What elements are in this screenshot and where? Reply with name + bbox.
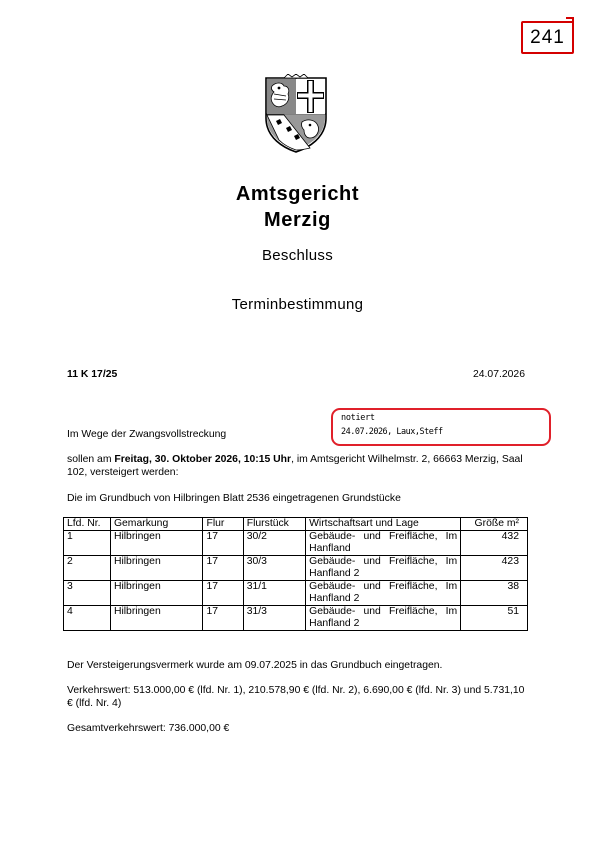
cell-nr: 4 (64, 606, 111, 631)
cell-gemarkung: Hilbringen (110, 606, 203, 631)
cell-flur: 17 (203, 581, 243, 606)
auction-datetime: Freitag, 30. Oktober 2026, 10:15 Uhr (114, 454, 292, 465)
document-type: Beschluss (261, 247, 334, 264)
page-number: 241 (521, 21, 574, 54)
cell-art-line1: Gebäude- und Freifläche, Im (309, 606, 458, 617)
cell-wirtschaftsart (306, 606, 461, 631)
stamp-line1: notiert (341, 413, 375, 423)
file-number: 11 K 17/25 (67, 369, 118, 380)
enforcement-intro: Im Wege der Zwangsvollstreckung (67, 429, 227, 440)
market-value-breakdown: Verkehrswert: 513.000,00 € (lfd. Nr. 1), 210.578,90 € (lfd. Nr. 2), 6.690,00 € (lfd. Nr. 3) und 5.731,10 € (lfd. Nr. 4) (67, 685, 525, 709)
col-header-flurstueck: Flurstück (243, 518, 305, 531)
table-row (64, 556, 528, 581)
cell-art-line1: Gebäude- und Freifläche, Im (309, 581, 458, 592)
col-header-wirtschaftsart: Wirtschaftsart und Lage (306, 518, 461, 531)
cell-groesse: 51 (461, 606, 528, 631)
cell-wirtschaftsart (306, 556, 461, 581)
total-market-value: Gesamtverkehrswert: 736.000,00 € (67, 723, 230, 734)
stamp-line2: 24.07.2026, Laux,Steff (341, 427, 443, 437)
cell-art-line2: Hanfland 2 (309, 593, 360, 604)
cell-flur: 17 (203, 556, 243, 581)
auction-date-paragraph (67, 453, 527, 479)
cell-art-line1: Gebäude- und Freifläche, Im (309, 531, 458, 542)
cell-nr: 2 (64, 556, 111, 581)
land-register-intro: Die im Grundbuch von Hilbringen Blatt 2536 eingetragenen Grundstücke (67, 493, 401, 504)
cell-groesse: 432 (461, 531, 528, 556)
col-header-groesse: Größe m² (461, 518, 528, 531)
court-name-line2: Merzig (264, 209, 331, 231)
table-row (64, 581, 528, 606)
cell-gemarkung: Hilbringen (110, 556, 203, 581)
cell-art-line2: Hanfland 2 (309, 568, 360, 579)
cell-groesse: 423 (461, 556, 528, 581)
cell-nr: 1 (64, 531, 111, 556)
cell-flurstueck: 30/3 (243, 556, 305, 581)
cell-flur: 17 (203, 606, 243, 631)
auction-prefix: sollen am (67, 454, 115, 465)
cell-flur: 17 (203, 531, 243, 556)
court-name-line1: Amtsgericht (235, 183, 360, 205)
document-title: Terminbestimmung (231, 296, 364, 313)
cell-art-line2: Hanfland (309, 543, 351, 554)
cell-gemarkung: Hilbringen (110, 581, 203, 606)
plots-table (63, 517, 528, 631)
cell-gemarkung: Hilbringen (110, 531, 203, 556)
cell-flurstueck: 31/1 (243, 581, 305, 606)
cell-nr: 3 (64, 581, 111, 606)
cell-art-line1: Gebäude- und Freifläche, Im (309, 556, 458, 567)
table-header-row (64, 518, 528, 531)
cell-wirtschaftsart (306, 531, 461, 556)
cell-art-line2: Hanfland 2 (309, 618, 360, 629)
col-header-nr: Lfd. Nr. (64, 518, 111, 531)
cell-flurstueck: 30/2 (243, 531, 305, 556)
table-row (64, 606, 528, 631)
cell-flurstueck: 31/3 (243, 606, 305, 631)
cell-wirtschaftsart (306, 581, 461, 606)
col-header-gemarkung: Gemarkung (110, 518, 203, 531)
auction-location: , im Amtsgericht Wilhelmstr. 2, 66663 Merzig, Saal 102, versteigert werden: (67, 454, 523, 478)
cell-groesse: 38 (461, 581, 528, 606)
saarland-coat-of-arms-icon (262, 74, 330, 154)
table-row (64, 531, 528, 556)
document-date: 24.07.2026 (472, 369, 525, 380)
auction-note: Der Versteigerungsvermerk wurde am 09.07.2025 in das Grundbuch eingetragen. (67, 660, 443, 671)
col-header-flur: Flur (203, 518, 243, 531)
